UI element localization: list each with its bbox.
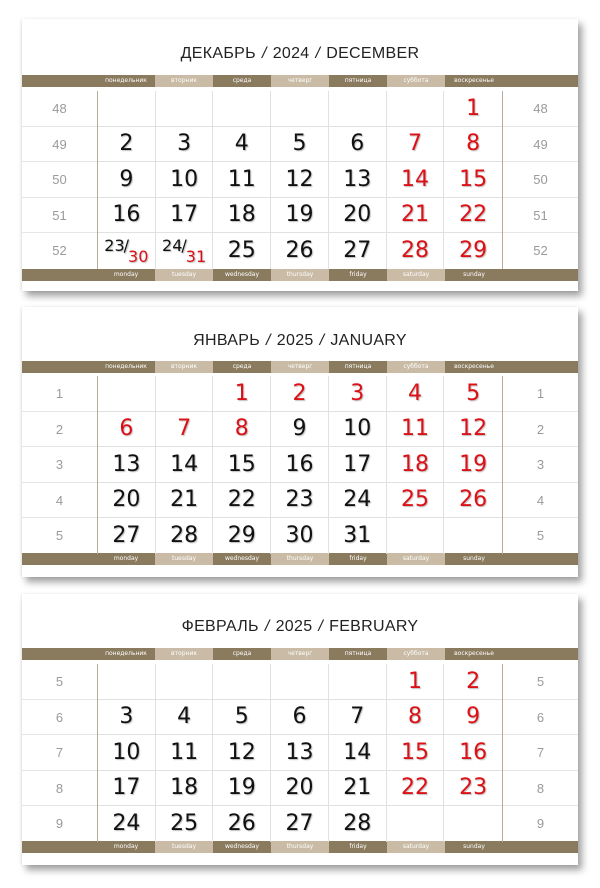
day-cell: 21 bbox=[329, 771, 387, 806]
weekday-header-bottom bbox=[22, 553, 578, 565]
week-row bbox=[98, 376, 502, 412]
weekday-label: пятница bbox=[329, 361, 387, 373]
day-cell bbox=[156, 376, 214, 411]
weekday-label: среда bbox=[213, 75, 271, 87]
day-cell bbox=[156, 664, 214, 699]
week-number: 7 bbox=[503, 735, 578, 771]
month-name-ru: ФЕВРАЛЬ bbox=[181, 618, 259, 635]
header-band-end bbox=[22, 75, 97, 87]
weekday-label: среда bbox=[213, 648, 271, 660]
day-cell: 5 bbox=[213, 700, 271, 735]
header-band-end bbox=[503, 553, 578, 565]
day-cell bbox=[98, 664, 156, 699]
weekday-label: понедельник bbox=[97, 361, 155, 373]
weekday-label: wednesday bbox=[213, 553, 271, 565]
weekday-label: saturday bbox=[387, 553, 445, 565]
weekday-label: четверг bbox=[271, 75, 329, 87]
title-separator: / bbox=[315, 45, 321, 62]
day-cell: 14 bbox=[387, 162, 445, 197]
day-cell: 11 bbox=[213, 162, 271, 197]
day-cell bbox=[387, 91, 445, 126]
weekday-label: вторник bbox=[155, 75, 213, 87]
week-row bbox=[98, 664, 502, 700]
week-numbers-right bbox=[503, 664, 578, 842]
calendar-month-february-2025 bbox=[22, 594, 578, 865]
day-cell bbox=[213, 664, 271, 699]
day-cell: 16 bbox=[271, 447, 329, 482]
day-cell bbox=[329, 664, 387, 699]
weekday-label: воскресенье bbox=[445, 361, 503, 373]
month-title bbox=[22, 618, 578, 636]
weekday-label: friday bbox=[329, 553, 387, 565]
title-separator: / bbox=[318, 618, 324, 635]
weekday-label: monday bbox=[97, 841, 155, 853]
day-cell: 25 bbox=[387, 483, 445, 518]
week-number: 3 bbox=[503, 447, 578, 483]
day-cell: 10 bbox=[329, 412, 387, 447]
day-separator: / bbox=[181, 236, 187, 255]
week-number: 4 bbox=[503, 483, 578, 519]
day-cell: 2 bbox=[98, 127, 156, 162]
week-number: 1 bbox=[503, 376, 578, 412]
day-cell: 17 bbox=[329, 447, 387, 482]
weekday-header-top bbox=[22, 648, 578, 660]
day-cell bbox=[444, 518, 502, 554]
day-cell: 28 bbox=[156, 518, 214, 554]
day-number-red: 30 bbox=[128, 247, 149, 266]
day-cell: 6 bbox=[329, 127, 387, 162]
day-cell: 27 bbox=[271, 806, 329, 842]
day-cell: 19 bbox=[213, 771, 271, 806]
weekday-label: thursday bbox=[271, 841, 329, 853]
day-cell: 18 bbox=[213, 198, 271, 233]
week-number: 3 bbox=[22, 447, 97, 483]
week-row bbox=[98, 700, 502, 736]
weekday-header-bottom bbox=[22, 841, 578, 853]
header-band-end bbox=[22, 648, 97, 660]
day-cell: 27 bbox=[98, 518, 156, 554]
header-band-end bbox=[22, 553, 97, 565]
day-cell: 19 bbox=[271, 198, 329, 233]
day-cell: 27 bbox=[329, 233, 387, 269]
day-cell-combined bbox=[156, 233, 214, 269]
week-row bbox=[98, 412, 502, 448]
week-row bbox=[98, 447, 502, 483]
header-band-end bbox=[503, 269, 578, 281]
week-row bbox=[98, 162, 502, 198]
month-year: 2025 bbox=[276, 332, 314, 349]
day-cell bbox=[98, 91, 156, 126]
week-number: 5 bbox=[55, 528, 64, 543]
week-numbers-left bbox=[22, 664, 97, 842]
week-number: 7 bbox=[22, 735, 97, 771]
week-number: 51 bbox=[503, 198, 578, 234]
day-cell: 18 bbox=[156, 771, 214, 806]
title-separator: / bbox=[319, 332, 325, 349]
header-band-end bbox=[22, 361, 97, 373]
week-number: 1 bbox=[22, 376, 97, 412]
day-cell: 2 bbox=[466, 668, 481, 694]
day-cell: 13 bbox=[271, 735, 329, 770]
day-cell: 20 bbox=[271, 771, 329, 806]
weekday-label: вторник bbox=[155, 361, 213, 373]
day-cell: 10 bbox=[156, 162, 214, 197]
day-cell: 16 bbox=[459, 739, 488, 765]
month-title bbox=[22, 45, 578, 63]
day-number: 24 bbox=[162, 236, 183, 255]
day-cell: 15 bbox=[387, 735, 445, 770]
week-number: 5 bbox=[22, 664, 97, 700]
day-cell: 5 bbox=[271, 127, 329, 162]
weekday-label: saturday bbox=[387, 841, 445, 853]
day-cell: 18 bbox=[387, 447, 445, 482]
week-number: 48 bbox=[503, 91, 578, 127]
day-cell: 4 bbox=[156, 700, 214, 735]
weekday-label: пятница bbox=[329, 648, 387, 660]
weekday-label: wednesday bbox=[213, 269, 271, 281]
day-cell: 29 bbox=[459, 238, 488, 264]
week-number: 50 bbox=[503, 162, 578, 198]
week-number: 48 bbox=[22, 91, 97, 127]
day-grid bbox=[97, 376, 503, 554]
week-number: 6 bbox=[503, 700, 578, 736]
weekday-label: среда bbox=[213, 361, 271, 373]
day-cell: 31 bbox=[329, 518, 387, 554]
week-number: 51 bbox=[22, 198, 97, 234]
day-cell: 14 bbox=[329, 735, 387, 770]
day-cell: 26 bbox=[213, 806, 271, 842]
weekday-label: friday bbox=[329, 841, 387, 853]
weekday-label: thursday bbox=[271, 553, 329, 565]
weekday-label: tuesday bbox=[155, 841, 213, 853]
week-row bbox=[98, 233, 502, 269]
week-row bbox=[98, 735, 502, 771]
day-cell: 4 bbox=[213, 127, 271, 162]
week-number: 8 bbox=[503, 771, 578, 807]
weekday-label: суббота bbox=[387, 648, 445, 660]
day-cell: 9 bbox=[271, 412, 329, 447]
day-cell bbox=[387, 806, 445, 842]
week-number: 52 bbox=[52, 243, 67, 258]
weekday-label: sunday bbox=[445, 553, 503, 565]
day-cell: 11 bbox=[387, 412, 445, 447]
day-cell: 13 bbox=[329, 162, 387, 197]
day-cell bbox=[156, 91, 214, 126]
day-cell: 25 bbox=[156, 806, 214, 842]
header-band-end bbox=[503, 648, 578, 660]
day-cell: 19 bbox=[459, 451, 488, 477]
day-cell: 23 bbox=[459, 775, 488, 801]
weekday-label: понедельник bbox=[97, 75, 155, 87]
header-band-end bbox=[503, 841, 578, 853]
day-cell: 29 bbox=[213, 518, 271, 554]
day-cell: 1 bbox=[387, 664, 445, 699]
month-name-en: DECEMBER bbox=[326, 45, 420, 62]
week-row bbox=[98, 518, 502, 554]
day-cell bbox=[387, 518, 445, 554]
day-cell: 13 bbox=[98, 447, 156, 482]
week-number: 9 bbox=[55, 816, 64, 831]
title-separator: / bbox=[264, 618, 270, 635]
weekday-header-bottom bbox=[22, 269, 578, 281]
day-cell: 6 bbox=[271, 700, 329, 735]
day-cell: 2 bbox=[271, 376, 329, 411]
week-number: 2 bbox=[503, 412, 578, 448]
weekday-header-top bbox=[22, 75, 578, 87]
day-cell-combined bbox=[98, 233, 156, 269]
day-cell: 30 bbox=[271, 518, 329, 554]
day-cell: 22 bbox=[387, 771, 445, 806]
day-cell: 1 bbox=[213, 376, 271, 411]
day-cell: 22 bbox=[213, 483, 271, 518]
weekday-label: воскресенье bbox=[445, 648, 503, 660]
week-number: 9 bbox=[536, 816, 545, 831]
day-cell: 26 bbox=[459, 487, 488, 513]
day-cell: 8 bbox=[213, 412, 271, 447]
day-cell: 24 bbox=[329, 483, 387, 518]
day-cell: 23 bbox=[271, 483, 329, 518]
calendar-month-january-2025 bbox=[22, 307, 578, 577]
day-cell bbox=[271, 91, 329, 126]
week-number: 5 bbox=[503, 664, 578, 700]
day-separator: / bbox=[123, 236, 130, 255]
day-cell: 16 bbox=[98, 198, 156, 233]
day-cell: 7 bbox=[329, 700, 387, 735]
day-cell: 8 bbox=[466, 131, 481, 157]
week-numbers-right bbox=[503, 91, 578, 269]
week-row bbox=[98, 198, 502, 234]
weekday-label: monday bbox=[97, 553, 155, 565]
day-cell: 4 bbox=[387, 376, 445, 411]
weekday-label: monday bbox=[97, 269, 155, 281]
header-band-end bbox=[503, 361, 578, 373]
week-numbers-left bbox=[22, 91, 97, 269]
week-row bbox=[98, 127, 502, 163]
day-cell: 25 bbox=[213, 233, 271, 269]
day-cell: 17 bbox=[156, 198, 214, 233]
day-number-red: 31 bbox=[185, 247, 207, 266]
day-cell: 8 bbox=[387, 700, 445, 735]
day-cell: 12 bbox=[213, 735, 271, 770]
day-cell: 3 bbox=[156, 127, 214, 162]
day-cell: 7 bbox=[156, 412, 214, 447]
day-cell: 3 bbox=[98, 700, 156, 735]
week-number: 52 bbox=[533, 243, 548, 258]
calendar-month-december-2024 bbox=[22, 19, 578, 291]
month-name-en: FEBRUARY bbox=[329, 618, 419, 635]
week-row bbox=[98, 806, 502, 842]
header-band-end bbox=[503, 75, 578, 87]
month-name-ru: ДЕКАБРЬ bbox=[180, 45, 256, 62]
day-grid bbox=[97, 91, 503, 269]
day-cell: 15 bbox=[459, 166, 488, 192]
title-separator: / bbox=[261, 45, 267, 62]
header-band-end bbox=[22, 269, 97, 281]
day-cell: 24 bbox=[98, 806, 156, 842]
weekday-label: sunday bbox=[445, 269, 503, 281]
weekday-header-top bbox=[22, 361, 578, 373]
day-cell: 9 bbox=[466, 704, 481, 730]
day-cell bbox=[98, 376, 156, 411]
day-cell: 28 bbox=[387, 233, 445, 269]
weekday-label: суббота bbox=[387, 75, 445, 87]
day-cell: 17 bbox=[98, 771, 156, 806]
month-name-ru: ЯНВАРЬ bbox=[193, 332, 261, 349]
day-cell: 10 bbox=[98, 735, 156, 770]
day-cell: 28 bbox=[329, 806, 387, 842]
day-cell: 11 bbox=[156, 735, 214, 770]
weekday-label: tuesday bbox=[155, 553, 213, 565]
day-cell bbox=[271, 664, 329, 699]
weekday-label: tuesday bbox=[155, 269, 213, 281]
day-cell: 3 bbox=[329, 376, 387, 411]
day-cell: 22 bbox=[459, 202, 488, 228]
week-row bbox=[98, 483, 502, 519]
day-cell: 12 bbox=[459, 416, 488, 442]
week-numbers-left bbox=[22, 376, 97, 554]
week-number: 8 bbox=[22, 771, 97, 807]
month-year: 2024 bbox=[272, 45, 310, 62]
week-number: 2 bbox=[22, 412, 97, 448]
day-grid bbox=[97, 664, 503, 842]
weekday-label: четверг bbox=[271, 648, 329, 660]
weekday-label: friday bbox=[329, 269, 387, 281]
day-cell: 1 bbox=[466, 95, 481, 121]
weekday-label: вторник bbox=[155, 648, 213, 660]
day-cell: 5 bbox=[466, 380, 481, 406]
day-number: 23 bbox=[104, 236, 125, 255]
weekday-label: суббота bbox=[387, 361, 445, 373]
day-cell: 14 bbox=[156, 447, 214, 482]
day-cell: 6 bbox=[98, 412, 156, 447]
weekday-label: пятница bbox=[329, 75, 387, 87]
week-number: 6 bbox=[22, 700, 97, 736]
day-cell bbox=[444, 806, 502, 842]
day-cell: 21 bbox=[387, 198, 445, 233]
day-cell: 9 bbox=[98, 162, 156, 197]
header-band-end bbox=[22, 841, 97, 853]
day-cell bbox=[329, 91, 387, 126]
week-row bbox=[98, 771, 502, 807]
week-numbers-right bbox=[503, 376, 578, 554]
day-cell: 20 bbox=[329, 198, 387, 233]
week-number: 5 bbox=[536, 528, 545, 543]
weekday-label: воскресенье bbox=[445, 75, 503, 87]
day-cell bbox=[213, 91, 271, 126]
weekday-label: thursday bbox=[271, 269, 329, 281]
month-title bbox=[22, 332, 578, 350]
week-row bbox=[98, 91, 502, 127]
day-cell: 12 bbox=[271, 162, 329, 197]
weekday-label: понедельник bbox=[97, 648, 155, 660]
weekday-label: sunday bbox=[445, 841, 503, 853]
weekday-label: saturday bbox=[387, 269, 445, 281]
weekday-label: четверг bbox=[271, 361, 329, 373]
day-cell: 26 bbox=[271, 233, 329, 269]
weekday-label: wednesday bbox=[213, 841, 271, 853]
day-cell: 15 bbox=[213, 447, 271, 482]
week-number: 50 bbox=[22, 162, 97, 198]
month-year: 2025 bbox=[275, 618, 313, 635]
week-number: 49 bbox=[503, 127, 578, 163]
week-number: 4 bbox=[22, 483, 97, 519]
day-cell: 7 bbox=[387, 127, 445, 162]
title-separator: / bbox=[266, 332, 271, 349]
day-cell: 20 bbox=[98, 483, 156, 518]
day-cell: 21 bbox=[156, 483, 214, 518]
month-name-en: JANUARY bbox=[330, 332, 407, 349]
week-number: 49 bbox=[22, 127, 97, 163]
